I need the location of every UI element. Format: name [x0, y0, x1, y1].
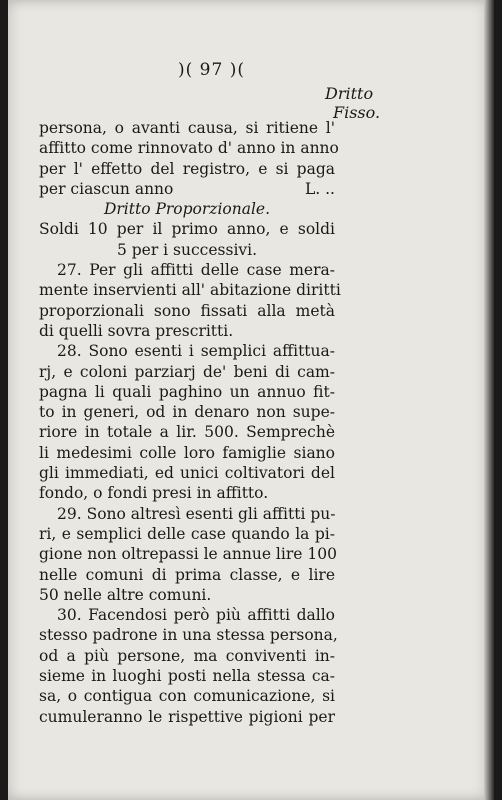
text-line: sieme in luoghi posti nella stessa ca- — [39, 667, 335, 686]
text-line: 28. Sono esenti i semplici affittua- — [57, 342, 335, 361]
text-line: Dritto Proporzionale. — [103, 200, 271, 219]
text-line: mente inservienti all' abitazione diritti — [39, 281, 341, 300]
text-line: cumuleranno le rispettive pigioni per — [39, 707, 335, 726]
text-line: 5 per i successivi. — [116, 240, 258, 259]
text-line: fondo, o fondi presi in affitto. — [39, 484, 269, 503]
text-line: 27. Per gli affitti delle case mera- — [57, 261, 335, 280]
book-page — [8, 0, 494, 800]
text-line-left: per ciascun anno — [39, 179, 174, 198]
page-edge-shadow — [484, 0, 494, 800]
text-line: Soldi 10 per il primo anno, e soldi — [39, 220, 335, 239]
amount-value: L. .. — [304, 179, 335, 198]
text-line: stesso padrone in una stessa persona, — [39, 626, 338, 645]
text-line: persona, o avanti causa, si ritiene l' — [39, 119, 335, 137]
text-line: ri, e semplici delle case quando la pi- — [39, 524, 335, 543]
text-line: riore in totale a lir. 500. Semprechè — [39, 423, 335, 442]
text-line: 50 nelle altre comuni. — [39, 585, 212, 604]
text-line: rj, e coloni parziarj de' beni di cam- — [39, 362, 335, 381]
text-line: gione non oltrepassi le annue lire 100 — [39, 545, 337, 564]
text-line: di quelli sovra prescritti. — [39, 321, 234, 340]
text-line: pagna li quali paghino un annuo fit- — [39, 382, 335, 401]
page-body-text — [39, 118, 341, 727]
text-line: to in generi, od in denaro non supe- — [39, 403, 335, 422]
text-line — [39, 179, 335, 199]
text-line: nelle comuni di prima classe, e lire — [39, 565, 335, 584]
text-line: 29. Sono altresì esenti gli affitti pu- — [57, 504, 336, 523]
text-line: gli immediati, ed unici coltivatori del — [39, 464, 335, 483]
text-line: affitto come rinnovato d' anno in anno — [39, 139, 339, 158]
text-line: li medesimi colle loro famiglie siano — [39, 443, 335, 462]
margin-heading-fisso: Fisso. — [333, 103, 381, 122]
page-number: )( 97 )( — [178, 60, 245, 80]
text-line: proporzionali sono fissati alla metà — [39, 301, 335, 320]
text-line: 30. Facendosi però più affitti dallo — [57, 606, 335, 625]
text-line: od a più persone, ma conviventi in- — [39, 646, 335, 665]
text-line: per l' effetto del registro, e si paga — [39, 159, 335, 178]
margin-heading-dritto: Dritto — [325, 84, 374, 103]
text-line: sa, o contigua con comunicazione, si — [39, 687, 335, 706]
